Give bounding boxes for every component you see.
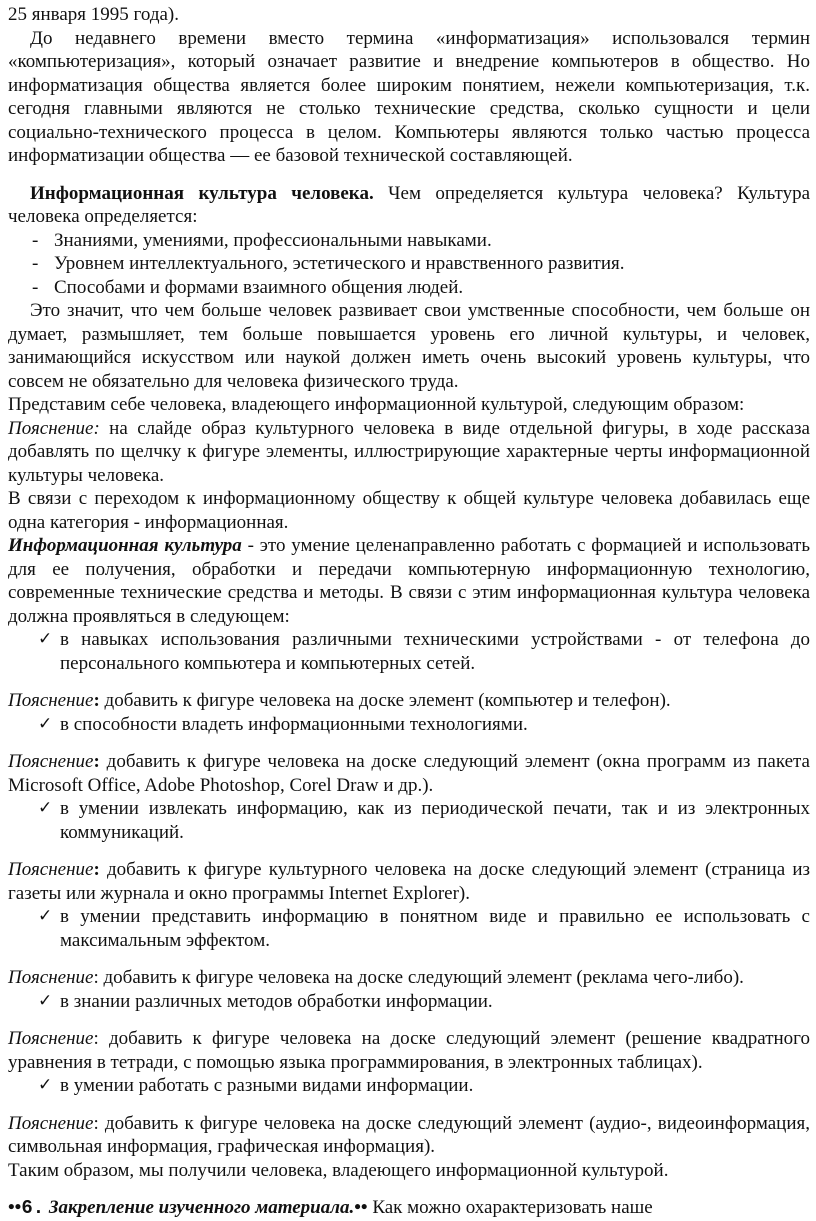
bullet-marks-left: •• [8,1197,22,1218]
explanation-note: Пояснение: добавить к фигуре культурного человека на доске следующий элемент (страница из газеты или журнала и окно программы Internet Explorer). [8,859,810,904]
section-heading-culture: Информационная культура человека. [30,182,374,204]
section-number: 6. [21,1197,45,1219]
dash-marker: - [32,276,39,298]
check-item: ✓ в умении работать с разными видами информации. [38,1075,474,1096]
spacer [8,1182,810,1196]
list-item: - Способами и формами взаимного общения людей. [32,276,464,298]
definition-term: Информационная культура [8,535,242,556]
spacer [8,844,810,858]
bullet-marks-right: •• [354,1197,368,1218]
check-icon: ✓ [38,990,53,1011]
check-item: ✓ в способности владеть информационными технологиями. [38,713,528,735]
paragraph-definition: Информационная культура - это умение целенаправленно работать с формацией и использовать для ее получения, обработки и передачи компьютерную информационную технологию, современные технические средства и методы. В связи с этим информационная культура человека должна проявляться в следующем: [8,535,810,627]
check-icon: ✓ [38,906,53,926]
explanation-note: Пояснение: добавить к фигуре человека на доске элемент (компьютер и телефон). [8,690,671,711]
check-icon: ✓ [38,1075,53,1095]
spacer [8,168,810,182]
culture-question: Чем определяется культура человека? Культура человека определяется: [8,182,811,227]
list-item: - Уровнем интеллектуального, эстетического и нравственного развития. [32,253,625,274]
check-icon: ✓ [38,713,53,734]
document-page [8,3,810,1221]
paragraph-date-fragment: 25 января 1995 года). [8,4,179,25]
explanation-label: Пояснение: [8,417,100,439]
spacer [8,952,810,966]
spacer [8,1013,810,1027]
paragraph-transition: В связи с переходом к информационному обществу к общей культуре человека добавилась еще одна категория - информационная. [8,488,810,533]
paragraph-means: Это значит, что чем больше человек развивает свои умственные способности, чем больше он думает, размышляет, тем больше повышается уровень его личной культуры, и человек, занимающийся искусством или наукой должен иметь очень высокий уровень культуры, что совсем не обязательно для человека физического труда. [8,300,810,392]
check-item: ✓ в умении представить информацию в понятном виде и правильно ее использовать с максимальным эффектом. [38,906,810,951]
paragraph-conclusion: Таким образом, мы получили человека, владеющего информационной культурой. [8,1159,669,1181]
explanation-note: Пояснение: добавить к фигуре человека на доске следующий элемент (окна программ из пакета Microsoft Office, Adobe Photoshop, Corel Draw и др.). [8,751,810,796]
dash-marker: - [32,253,39,274]
check-item: ✓ в навыках использования различными техническими устройствами - от телефона до персонального компьютера и компьютерных сетей. [38,629,810,674]
explanation-note: Пояснение: добавить к фигуре человека на доске следующий элемент (реклама чего-либо). [8,967,744,988]
culture-factors-list [8,229,810,300]
check-item: ✓ в умении извлекать информацию, как из периодической печати, так и из электронных коммуникаций. [38,798,810,843]
spacer [8,675,810,689]
spacer [8,736,810,750]
explanation-note: Пояснение: добавить к фигуре человека на доске следующий элемент (решение квадратного уравнения в тетради, с помощью языка программирования, в электронных таблицах). [8,1028,810,1073]
check-item: ✓ в знании различных методов обработки информации. [38,990,493,1012]
paragraph-informatization: До недавнего времени вместо термина «информатизация» использовался термин «компьютеризация», который означает развитие и внедрение компьютеров в общество. Но информатизация общества является более широким понятием, нежели компьютеризация, т.к. сегодня главными являются не столько технические средства, сколько сущности и цели социально-технического процесса в целом. Компьютеры являются только частью процесса информатизации общества — ее базовой технической составляющей. [8,27,810,166]
list-item: - Знаниями, умениями, профессиональными навыками. [32,229,492,251]
section-6-text: Как можно охарактеризовать наше [367,1197,653,1218]
check-icon: ✓ [38,798,53,818]
dash-marker: - [32,229,39,251]
paragraph-imagine: Представим себе человека, владеющего информационной культурой, следующим образом: [8,394,745,415]
explanation-note: Пояснение: добавить к фигуре человека на доске следующий элемент (аудио-, видеоинформация, символьная информация, графическая информация). [8,1112,810,1157]
spacer [8,1098,810,1112]
paragraph-culture-intro [8,182,810,229]
section-6-line [8,1196,810,1221]
paragraph-explanation: Пояснение: на слайде образ культурного человека в виде отдельной фигуры, в ходе рассказа добавлять по щелчку к фигуре элементы, иллюстрирующие характерные черты информационной культуры человека. [8,417,810,486]
section-title: Закрепление изученного материала. [44,1197,355,1218]
check-icon: ✓ [38,629,53,649]
